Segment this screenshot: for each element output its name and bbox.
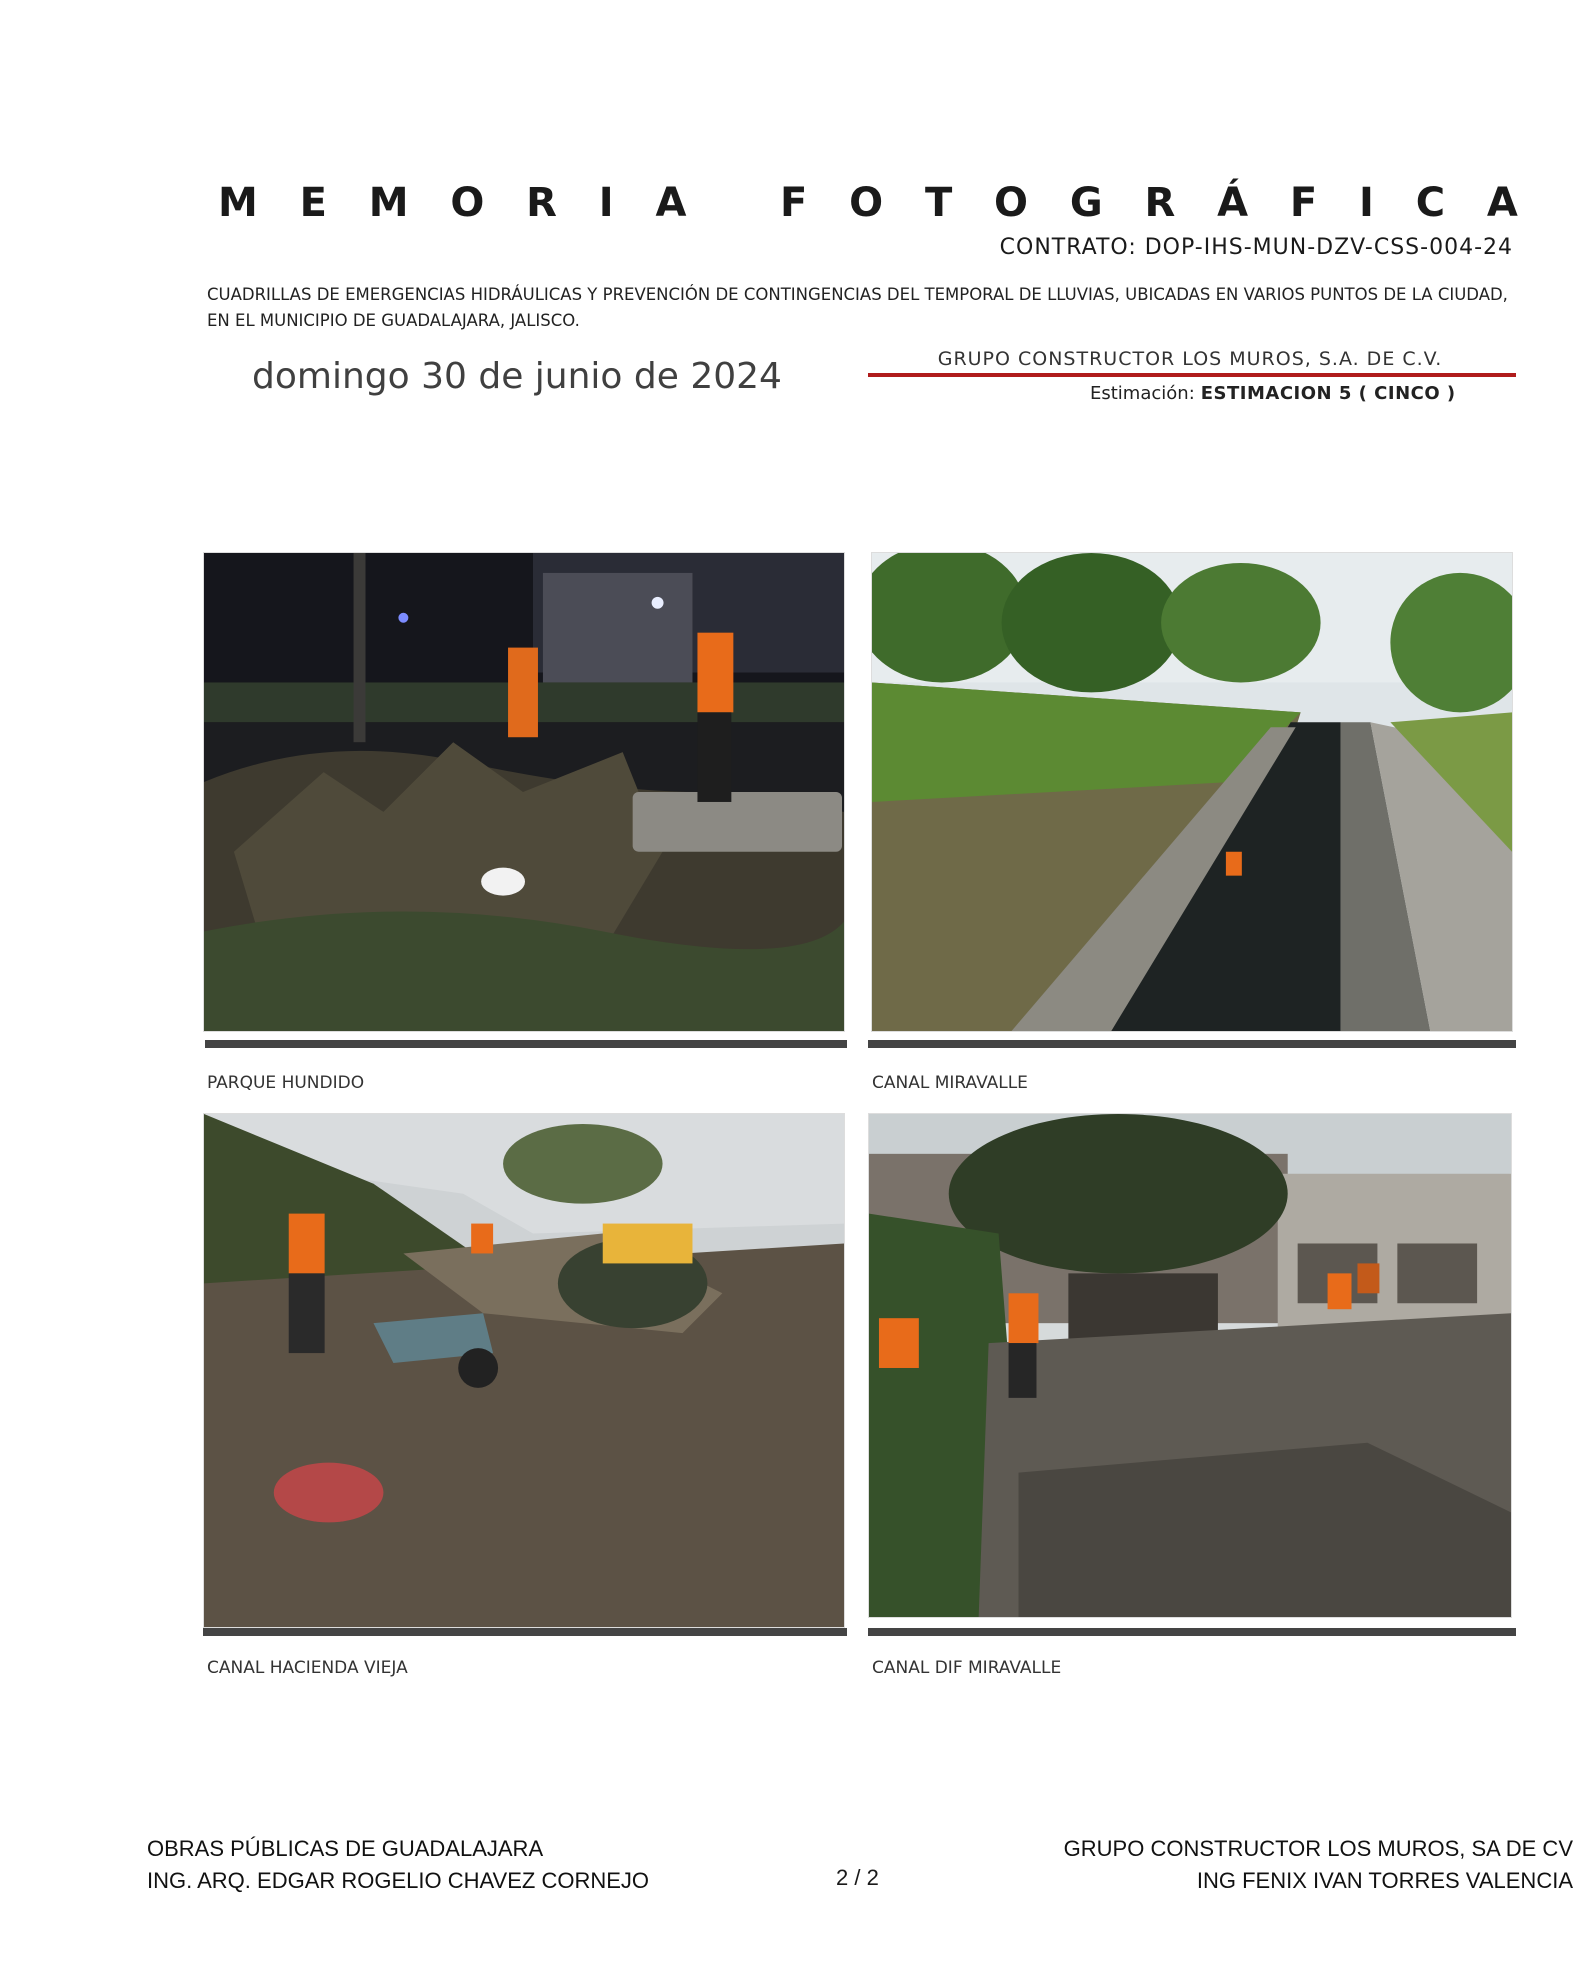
contract-number: CONTRATO: DOP-IHS-MUN-DZV-CSS-004-24 xyxy=(999,235,1513,260)
photo-divider xyxy=(868,1040,1516,1048)
estimation-label: Estimación: xyxy=(1090,383,1195,404)
title-letter: M xyxy=(218,180,258,226)
title-letter: Á xyxy=(1217,180,1249,226)
photo-canal-hacienda-vieja xyxy=(203,1113,845,1628)
title-letter: G xyxy=(1069,180,1103,226)
company-name: GRUPO CONSTRUCTOR LOS MUROS, S.A. DE C.V. xyxy=(937,348,1443,370)
estimation xyxy=(1090,383,1456,404)
photo-divider xyxy=(203,1628,847,1636)
title-letter: F xyxy=(1289,180,1318,226)
footer-company: GRUPO CONSTRUCTOR LOS MUROS, SA DE CV xyxy=(1063,1836,1573,1861)
title-letter: A xyxy=(1486,180,1518,226)
header-divider xyxy=(868,373,1516,377)
title-letter: C xyxy=(1415,180,1446,226)
photo-canal-miravalle xyxy=(871,552,1513,1032)
title-letter: O xyxy=(450,180,485,226)
title-letter: O xyxy=(994,180,1029,226)
title-letter: F xyxy=(780,180,808,226)
footer-company-signatory: ING FENIX IVAN TORRES VALENCIA xyxy=(1196,1868,1573,1893)
estimation-value: ESTIMACION 5 ( CINCO ) xyxy=(1200,383,1456,404)
photo-caption: PARQUE HUNDIDO xyxy=(207,1073,365,1093)
title-letter: I xyxy=(1359,180,1374,226)
photo-caption: CANAL HACIENDA VIEJA xyxy=(207,1658,408,1678)
title-letter: E xyxy=(299,180,327,226)
photo-divider xyxy=(868,1628,1516,1636)
page-title xyxy=(218,180,1518,226)
page-number: 2 / 2 xyxy=(836,1865,879,1890)
report-date: domingo 30 de junio de 2024 xyxy=(252,356,782,397)
photo-parque-hundido xyxy=(203,552,845,1032)
title-letter: A xyxy=(655,180,687,226)
title-letter: O xyxy=(849,180,884,226)
title-letter: M xyxy=(368,180,409,226)
footer-left xyxy=(147,1833,649,1897)
photo-canal-dif-miravalle xyxy=(868,1113,1512,1618)
footer-agency: OBRAS PÚBLICAS DE GUADALAJARA xyxy=(147,1836,544,1861)
photo-caption: CANAL MIRAVALLE xyxy=(872,1073,1028,1093)
footer-right xyxy=(1064,1833,1573,1897)
title-letter: I xyxy=(598,180,614,226)
title-letter: T xyxy=(924,180,953,226)
photo-caption: CANAL DIF MIRAVALLE xyxy=(872,1658,1062,1678)
project-description: CUADRILLAS DE EMERGENCIAS HIDRÁULICAS Y PREVENCIÓN DE CONTINGENCIAS DEL TEMPORAL DE LLUVIAS, UBICADAS EN VARIOS PUNTOS DE LA CIUDAD, EN EL MUNICIPIO DE GUADALAJARA, JALISCO. xyxy=(207,285,1508,330)
title-letter: R xyxy=(526,180,557,226)
title-letter: R xyxy=(1144,180,1176,226)
footer-agency-signatory: ING. ARQ. EDGAR ROGELIO CHAVEZ CORNEJO xyxy=(147,1868,650,1893)
photo-divider xyxy=(205,1040,847,1048)
